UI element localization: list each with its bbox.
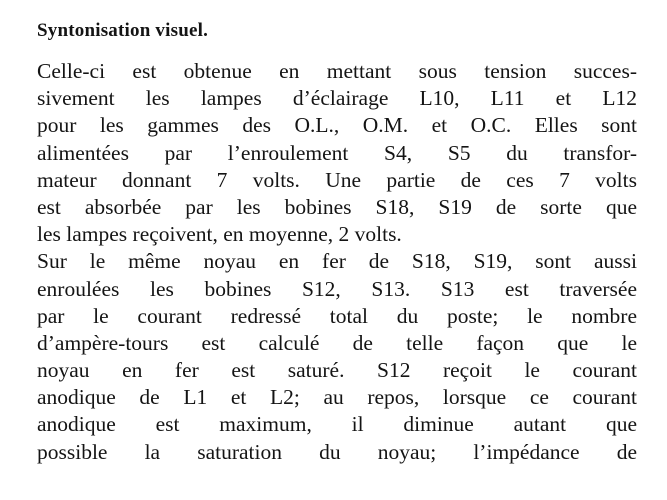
text-line: anodique est maximum, il diminue autant que [37, 412, 637, 437]
text-line: Celle-ci est obtenue en mettant sous tension succes- [37, 59, 637, 83]
text-line: alimentées par l’enroulement S4, S5 du transfor- [37, 140, 637, 165]
text-line: anodique de L1 et L2; au repos, lorsque ce courant [37, 385, 637, 410]
text-line: Sur le même noyau en fer de S18, S19, sont aussi [37, 249, 637, 274]
text-line: d’ampère-tours est calculé de telle façon que le [37, 330, 637, 355]
text-line: enroulées les bobines S12, S13. S13 est traversée [37, 276, 637, 301]
text-line: noyau en fer est saturé. S12 reçoit le courant [37, 358, 637, 383]
text-line: possible la saturation du noyau; l’impédance de [37, 439, 637, 464]
section-heading: Syntonisation visuel. [37, 20, 209, 41]
text-line: sivement les lampes d’éclairage L10, L11 et L12 [37, 86, 637, 111]
body-paragraphs [37, 58, 637, 466]
text-line: pour les gammes des O.L., O.M. et O.C. Elles sont [37, 113, 637, 138]
text-line: est absorbée par les bobines S18, S19 de sorte que [37, 194, 637, 219]
text-line: mateur donnant 7 volts. Une partie de ces 7 volts [37, 167, 637, 192]
text-line: par le courant redressé total du poste; le nombre [37, 303, 637, 328]
text-line: les lampes reçoivent, en moyenne, 2 volts. [37, 222, 402, 247]
